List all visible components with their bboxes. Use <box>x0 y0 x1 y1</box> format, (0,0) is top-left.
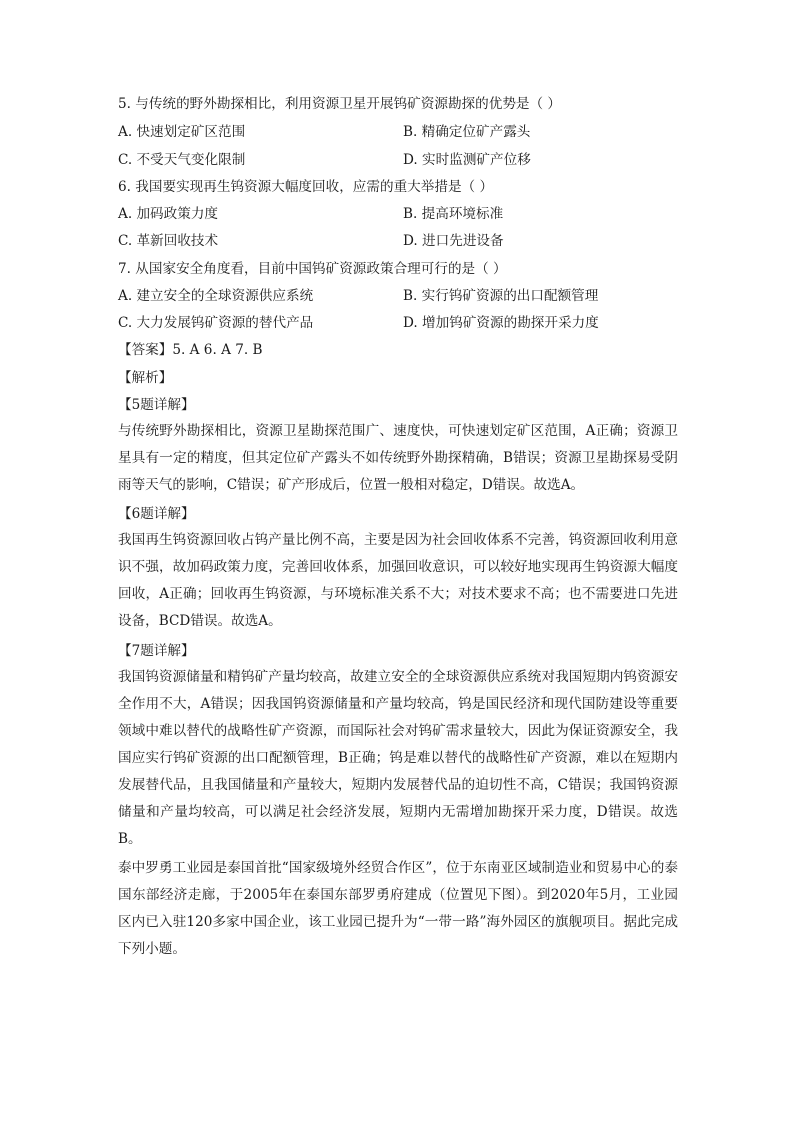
section-6-text: 我国再生钨资源回收占钨产量比例不高，主要是因为社会回收体系不完善，钨资源回收利用意识不强，故加码政策力度，完善回收体系，加强回收意识，可以较好地实现再生钨资源大幅度回收，A正确；回收再生钨资源，与环境标准关系不大；对技术要求不高；也不需要进口先进设备，BCD错误。故选A。 <box>118 532 678 629</box>
question-5-option-b: B. 精确定位矿产露头 <box>403 124 531 140</box>
section-7-label: 【7题详解】 <box>118 643 195 659</box>
question-7-option-a: A. 建立安全的全球资源供应系统 <box>118 288 314 304</box>
question-7-option-b: B. 实行钨矿资源的出口配额管理 <box>403 288 599 304</box>
question-6-option-b: B. 提高环境标准 <box>403 206 504 222</box>
answer-line: 【答案】5. A 6. A 7. B <box>118 342 263 358</box>
question-7-option-d: D. 增加钨矿资源的勘探开采力度 <box>403 315 599 331</box>
question-6-stem: 6. 我国要实现再生钨资源大幅度回收，应需的重大举措是（ ） <box>118 179 494 195</box>
intro-paragraph: 泰中罗勇工业园是泰国首批“国家级境外经贸合作区”，位于东南亚区域制造业和贸易中心的泰国东部经济走廊，于2005年在泰国东部罗勇府建成（位置见下图）。到2020年5月，工业园区内已入驻120多家中国企业，该工业园已提升为“一带一路”海外园区的旗舰项目。据此完成下列小题。 <box>118 860 678 957</box>
section-7-text: 我国钨资源储量和精钨矿产量均较高，故建立安全的全球资源供应系统对我国短期内钨资源安全作用不大，A错误；因我国钨资源储量和产量均较高，钨是国民经济和现代国防建设等重要领域中难以替代的战略性矿产资源，而国际社会对钨矿需求量较大，因此为保证资源安全，我国应实行钨矿资源的出口配额管理，B正确；钨是难以替代的战略性矿产资源，难以在短期内发展替代品，且我国储量和产量较大，短期内发展替代品的迫切性不高，C错误；我国钨资源储量和产量均较高，可以满足社会经济发展，短期内无需增加勘探开采力度，D错误。故选B。 <box>118 669 678 847</box>
question-6-option-a: A. 加码政策力度 <box>118 206 219 222</box>
question-7-option-c: C. 大力发展钨矿资源的替代产品 <box>118 315 314 331</box>
question-6-option-d: D. 进口先进设备 <box>403 233 504 249</box>
section-5-label: 【5题详解】 <box>118 397 195 413</box>
question-5-stem: 5. 与传统的野外勘探相比，利用资源卫星开展钨矿资源勘探的优势是（ ） <box>118 96 562 112</box>
analysis-label: 【解析】 <box>118 370 173 386</box>
question-6-option-c: C. 革新回收技术 <box>118 233 219 249</box>
section-5-text: 与传统野外勘探相比，资源卫星勘探范围广、速度快，可快速划定矿区范围，A正确；资源卫星具有一定的精度，但其定位矿产露头不如传统野外勘探精确，B错误；资源卫星勘探易受阴雨等天气的影响，C错误；矿产形成后，位置一般相对稳定，D错误。故选A。 <box>118 423 678 493</box>
question-7-stem: 7. 从国家安全角度看，目前中国钨矿资源政策合理可行的是（ ） <box>118 261 507 277</box>
section-6-label: 【6题详解】 <box>118 506 195 522</box>
question-5-option-a: A. 快速划定矿区范围 <box>118 124 246 140</box>
question-5-option-c: C. 不受天气变化限制 <box>118 152 246 168</box>
question-5-option-d: D. 实时监测矿产位移 <box>403 152 531 168</box>
